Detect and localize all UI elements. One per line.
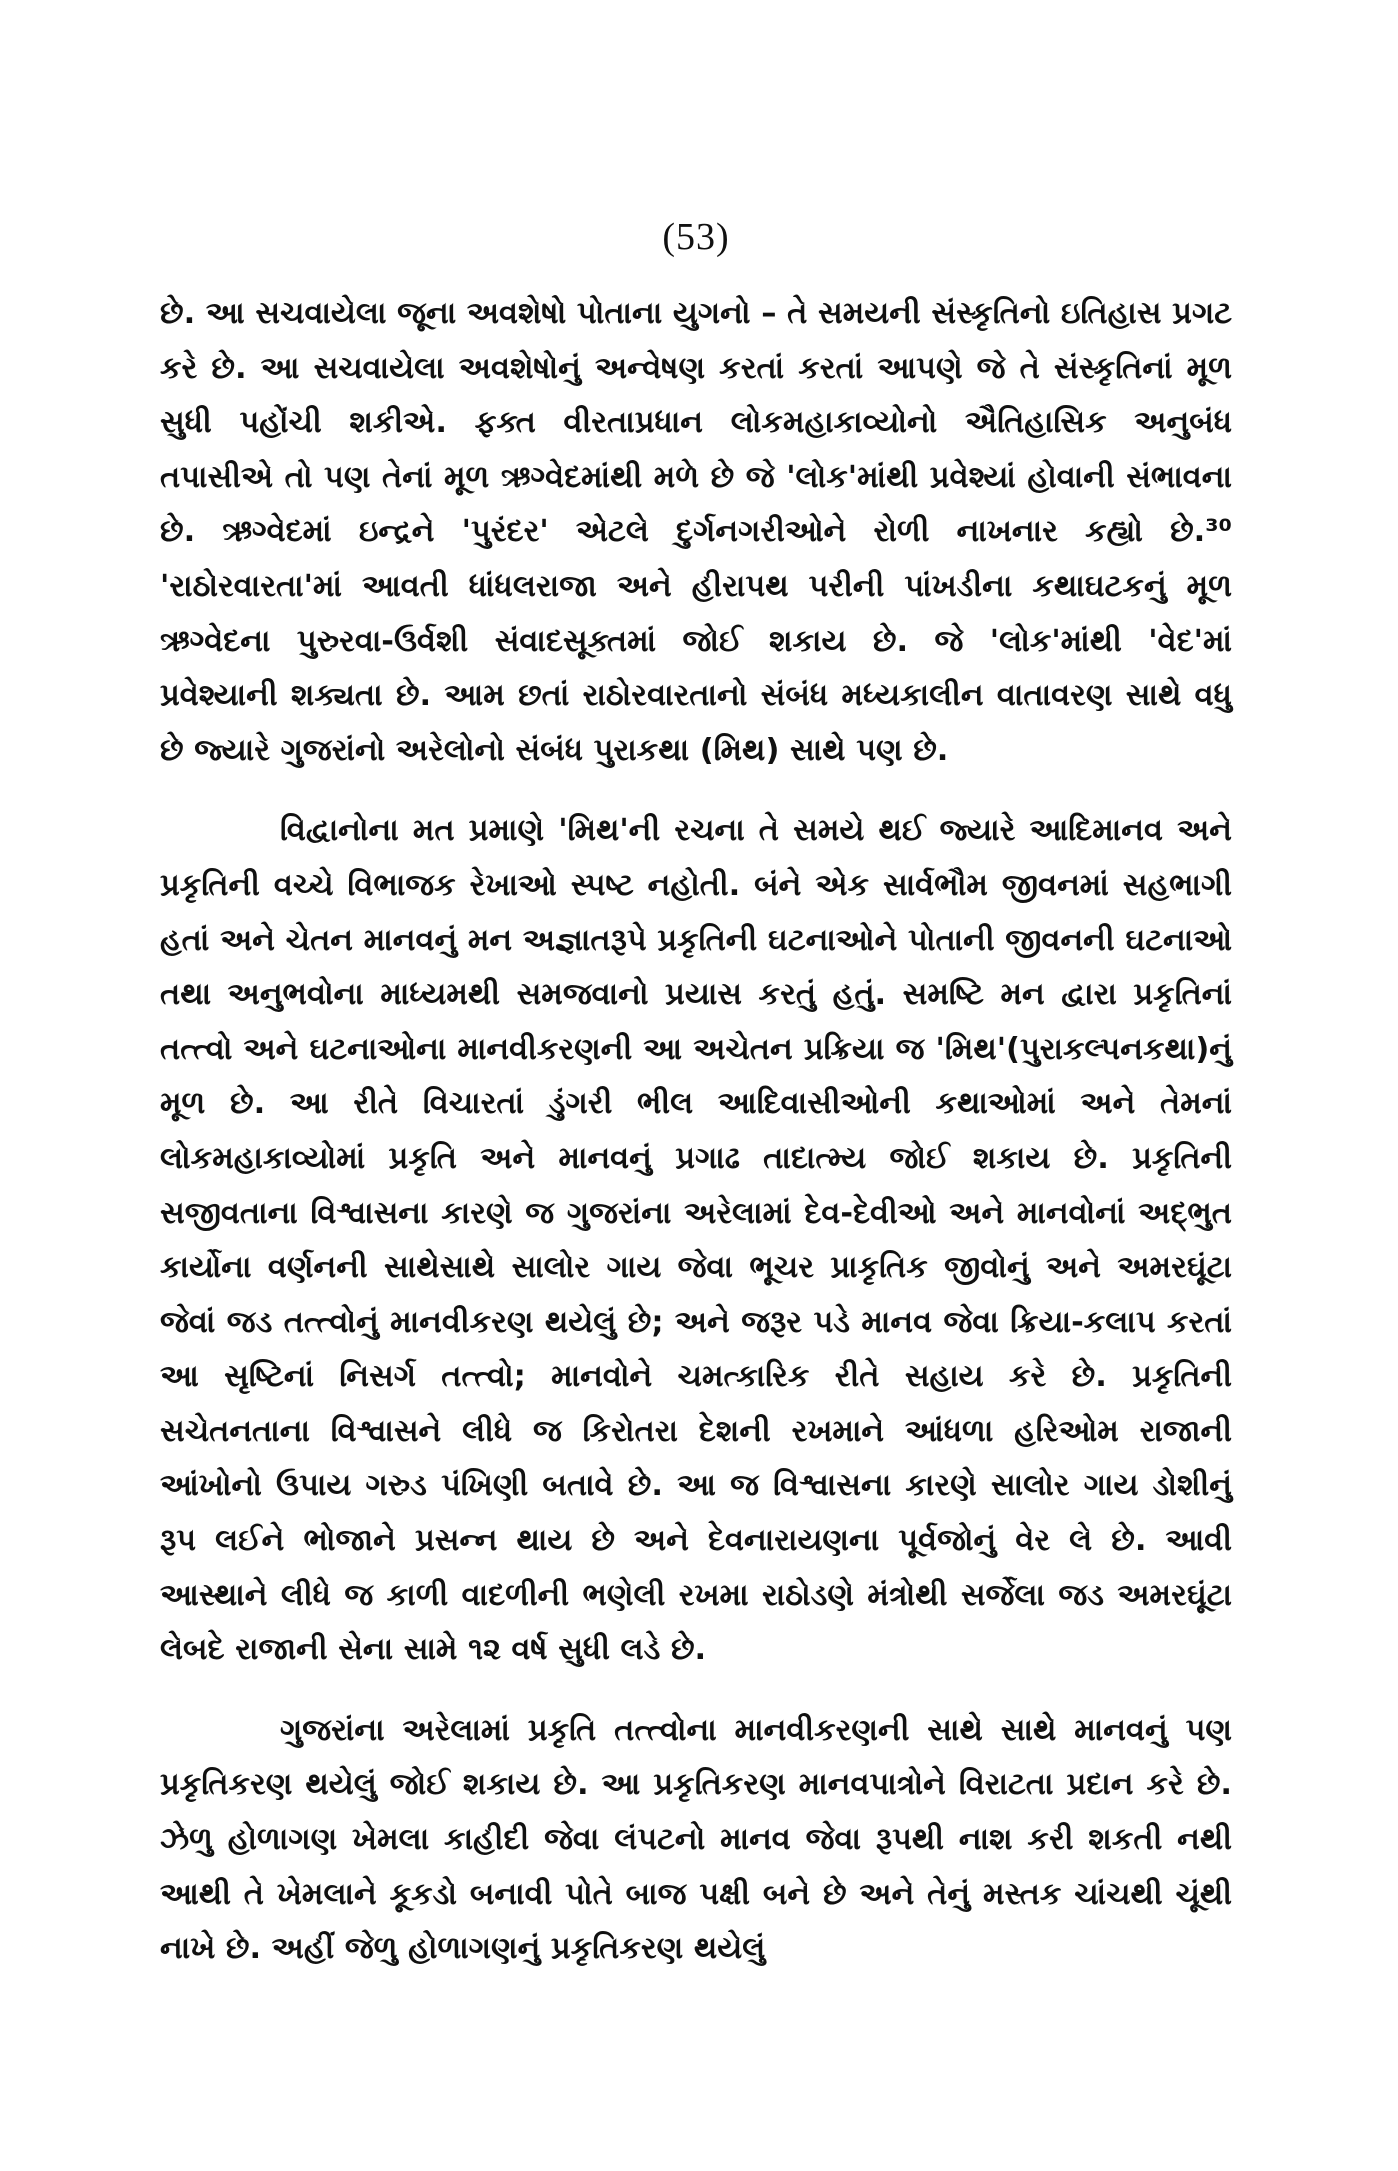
document-page (160, 215, 1232, 1977)
paragraph-2: વિદ્વાનોના મત પ્રમાણે 'મિથ'ની રચના તે સમયે થઈ જ્યારે આદિમાનવ અને પ્રકૃતિની વચ્ચે વિભાજક રેખાઓ સ્પષ્ટ નહોતી. બંને એક સાર્વભૌમ જીવનમાં સહભાગી હતાં અને ચેતન માનવનું મન અજ્ઞાતરૂપે પ્રકૃતિની ઘટનાઓને પોતાની જીવનની ઘટનાઓ તથા અનુભવોના માધ્યમથી સમજવાનો પ્રયાસ કરતું હતું. સમષ્ટિ મન દ્વારા પ્રકૃતિનાં તત્ત્વો અને ઘટનાઓના માનવીકરણની આ અચેતન પ્રક્રિયા જ 'મિથ'(પુરાકલ્પનકથા)નું મૂળ છે. આ રીતે વિચારતાં ડુંગરી ભીલ આદિવાસીઓની કથાઓમાં અને તેમનાં લોકમહાકાવ્યોમાં પ્રકૃતિ અને માનવનું પ્રગાઢ તાદાત્મ્ય જોઈ શકાય છે. પ્રકૃતિની સજીવતાના વિશ્વાસના કારણે જ ગુજરાંના અરેલામાં દેવ-દેવીઓ અને માનવોનાં અદ્ભુત કાર્યોના વર્ણનની સાથેસાથે સાલોર ગાય જેવા ભૂચર પ્રાકૃતિક જીવોનું અને અમરઘૂંટા જેવાં જડ તત્ત્વોનું માનવીકરણ થયેલું છે; અને જરૂર પડે માનવ જેવા ક્રિયા-કલાપ કરતાં આ સૃષ્ટિનાં નિસર્ગ તત્ત્વો; માનવોને ચમત્કારિક રીતે સહાય કરે છે. પ્રકૃતિની સચેતનતાના વિશ્વાસને લીધે જ કિરોતરા દેશની રખમાને આંધળા હરિઓમ રાજાની આંખોનો ઉપાય ગરુડ પંખિણી બતાવે છે. આ જ વિશ્વાસના કારણે સાલોર ગાય ડોશીનું રૂપ લઈને ભોજાને પ્રસન્ન થાય છે અને દેવનારાયણના પૂર્વજોનું વેર લે છે. આવી આસ્થાને લીધે જ કાળી વાદળીની ભણેલી રખમા રાઠોડણે મંત્રોથી સર્જેલા જડ અમરઘૂંટા લેબદે રાજાની સેના સામે ૧૨ વર્ષ સુધી લડે છે. (160, 813, 1232, 1668)
page-number: (53) (662, 216, 730, 258)
paragraph-1: છે. આ સચવાયેલા જૂના અવશેષો પોતાના યુગનો – તે સમયની સંસ્કૃતિનો ઇતિહાસ પ્રગટ કરે છે. આ સચવાયેલા અવશેષોનું અન્વેષણ કરતાં કરતાં આપણે જે તે સંસ્કૃતિનાં મૂળ સુધી પહોંચી શકીએ. ફક્ત વીરતાપ્રધાન લોકમહાકાવ્યોનો ઐતિહાસિક અનુબંધ તપાસીએ તો પણ તેનાં મૂળ ઋગ્વેદમાંથી મળે છે જે 'લોક'માંથી પ્રવેશ્યાં હોવાની સંભાવના છે. ઋગ્વેદમાં ઇન્દ્રને 'પુરંદર' એટલે દુર્ગનગરીઓને રોળી નાખનાર કહ્યો છે.³⁰ 'રાઠોરવારતા'માં આવતી ધાંધલરાજા અને હીરાપથ પરીની પાંખડીના કથાઘટકનું મૂળ ઋગ્વેદના પુરુરવા-ઉર્વશી સંવાદસૂક્તમાં જોઈ શકાય છે. જે 'લોક'માંથી 'વેદ'માં પ્રવેશ્યાની શક્યતા છે. આમ છતાં રાઠોરવારતાનો સંબંધ મધ્યકાલીન વાતાવરણ સાથે વધુ છે જ્યારે ગુજરાંનો અરેલોનો સંબંધ પુરાકથા (મિથ) સાથે પણ છે. (160, 296, 1232, 768)
paragraph-3: ગુજરાંના અરેલામાં પ્રકૃતિ તત્ત્વોના માનવીકરણની સાથે સાથે માનવનું પણ પ્રકૃતિકરણ થયેલું જોઈ શકાય છે. આ પ્રકૃતિકરણ માનવપાત્રોને વિરાટતા પ્રદાન કરે છે. ઝેળુ હોળાગણ ખેમલા કાહીદી જેવા લંપટનો માનવ જેવા રૂપથી નાશ કરી શકતી નથી આથી તે ખેમલાને કૂકડો બનાવી પોતે બાજ પક્ષી બને છે અને તેનું મસ્તક ચાંચથી ચૂંથી નાખે છે. અહીં જેળુ હોળાગણનું પ્રકૃતિકરણ થયેલું (160, 1712, 1232, 1967)
